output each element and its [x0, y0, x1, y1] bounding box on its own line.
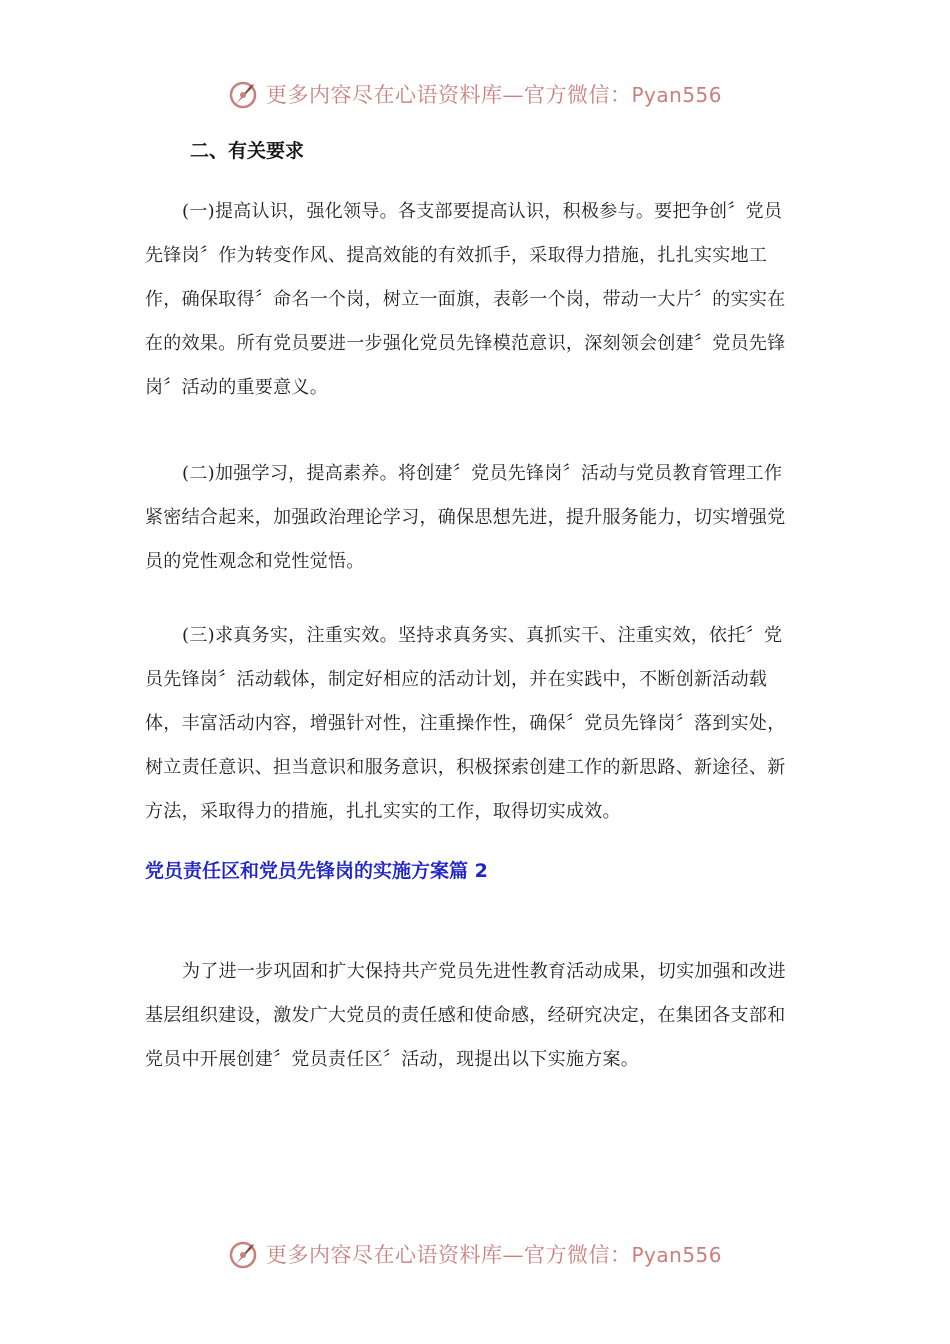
pen-nib-circle-logo-icon — [228, 78, 260, 110]
banner-text: 更多内容尽在心语资料库—官方微信：Pyan556 — [265, 1243, 722, 1267]
document-title: 党员责任区和党员先锋岗的实施方案篇 2 — [145, 860, 488, 882]
paragraph-2: (二)加强学习，提高素养。将创建〞党员先锋岗〞活动与党员教育管理工作紧密结合起来，加强政治理论学习，确保思想先进，提升服务能力，切实增强党员的党性观念和党性觉悟。 — [145, 463, 786, 572]
section-heading: 二、有关要求 — [190, 140, 305, 162]
header-banner — [0, 74, 950, 114]
wechat-id: Pyan556 — [631, 83, 722, 107]
footer-banner — [0, 1234, 950, 1274]
pen-nib-circle-logo-icon — [228, 1238, 260, 1270]
paragraph-3: (三)求真务实，注重实效。坚持求真务实、真抓实干、注重实效，依托〞党员先锋岗〞活动载体，制定好相应的活动计划，并在实践中，不断创新活动载体，丰富活动内容，增强针对性，注重操作性，确保〞党员先锋岗〞落到实处，树立责任意识、担当意识和服务意识，积极探索创建工作的新思路、新途径、新方法，采取得力的措施，扎扎实实的工作，取得切实成效。 — [145, 625, 786, 822]
banner-text: 更多内容尽在心语资料库—官方微信：Pyan556 — [265, 83, 722, 107]
wechat-id: Pyan556 — [631, 1243, 722, 1267]
intro-paragraph: 为了进一步巩固和扩大保持共产党员先进性教育活动成果，切实加强和改进基层组织建设，激发广大党员的责任感和使命感，经研究决定，在集团各支部和党员中开展创建〞党员责任区〞活动，现提出以下实施方案。 — [145, 961, 786, 1070]
paragraph-1: (一)提高认识，强化领导。各支部要提高认识，积极参与。要把争创〞党员先锋岗〞作为转变作风、提高效能的有效抓手，采取得力措施，扎扎实实地工作，确保取得〞命名一个岗，树立一面旗，表彰一个岗，带动一大片〞的实实在在的效果。所有党员要进一步强化党员先锋模范意识，深刻领会创建〞党员先锋岗〞活动的重要意义。 — [145, 201, 786, 398]
